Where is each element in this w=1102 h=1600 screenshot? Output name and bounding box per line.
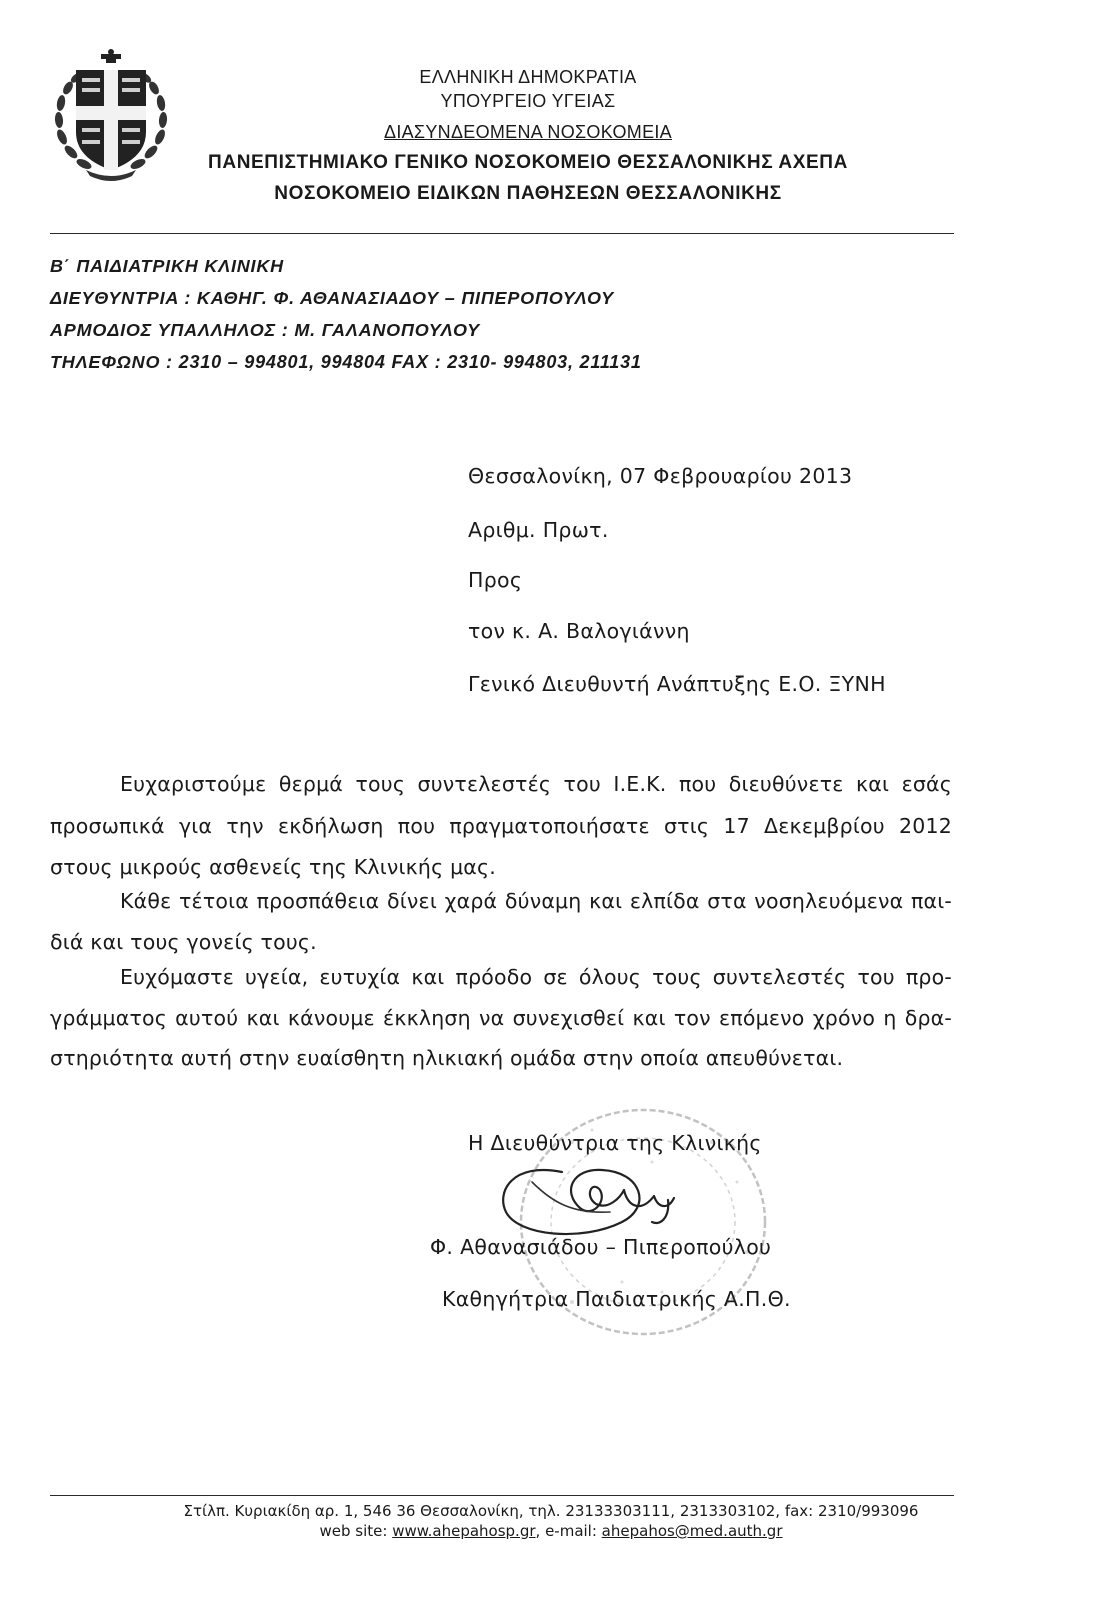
header-hospital-special: ΝΟΣΟΚΟΜΕΙΟ ΕΙΔΙΚΩΝ ΠΑΘΗΣΕΩΝ ΘΕΣΣΑΛΟΝΙΚΗΣ [274, 183, 782, 204]
body-paragraph-3-line-2: γράμματος αυτού και κάνουμε έκκληση να συνεχισθεί και τον επόμενο χρόνο η δρα- [50, 1006, 952, 1030]
body-paragraph-2-line-2: διά και τους γονείς τους. [50, 930, 317, 954]
body-paragraph-3-line-1: Ευχόμαστε υγεία, ευτυχία και πρόοδο σε όλους τους συντελεστές του προ- [120, 965, 952, 989]
addressee-to: Προς [468, 568, 523, 592]
footer-divider [50, 1495, 954, 1496]
footer-address: Στίλπ. Κυριακίδη αρ. 1, 546 36 Θεσσαλονίκη, τηλ. 23133303111, 2313303102, fax: 2310/993096 [183, 1502, 919, 1520]
footer-web-label: web site: [319, 1522, 393, 1540]
clinic-director: ΔΙΕΥΘΥΝΤΡΙΑ : ΚΑΘΗΓ. Φ. ΑΘΑΝΑΣΙΑΔΟΥ – ΠΙΠΕΡΟΠΟΥΛΟΥ [50, 288, 614, 308]
recipient-name: τον κ. Α. Βαλογιάννη [468, 619, 690, 643]
header-hospital-ahepa: ΠΑΝΕΠΙΣΤΗΜΙΑΚΟ ΓΕΝΙΚΟ ΝΟΣΟΚΟΜΕΙΟ ΘΕΣΣΑΛΟΝΙΚΗΣ ΑΧΕΠΑ [208, 152, 848, 173]
header-ministry: ΥΠΟΥΡΓΕΙΟ ΥΓΕΙΑΣ [440, 91, 616, 111]
clinic-officer: ΑΡΜΟΔΙΟΣ ΥΠΑΛΛΗΛΟΣ : Μ. ΓΑΛΑΝΟΠΟΥΛΟΥ [50, 320, 480, 340]
protocol-number: Αριθμ. Πρωτ. [468, 518, 609, 542]
header-divider [50, 233, 954, 234]
body-paragraph-2-line-1: Κάθε τέτοια προσπάθεια δίνει χαρά δύναμη και ελπίδα στα νοσηλευόμενα παι- [120, 889, 952, 913]
signature-role: Η Διευθύντρια της Κλινικής [468, 1131, 762, 1155]
recipient-title: Γενικό Διευθυντή Ανάπτυξης Ε.Ο. ΞΥΝΗ [468, 672, 886, 696]
footer-email-label: , e-mail: [535, 1522, 602, 1540]
footer-contact-line [0, 1522, 1102, 1540]
body-paragraph-1-line-1: Ευχαριστούμε θερμά τους συντελεστές του Ι.Ε.Κ. που διευθύνετε και εσάς [120, 772, 952, 796]
footer-website-link[interactable]: www.ahepahosp.gr [392, 1522, 536, 1540]
body-paragraph-3-line-3: στηριότητα αυτή στην ευαίσθητη ηλικιακή ομάδα στην οποία απευθύνεται. [50, 1046, 844, 1070]
place-date: Θεσσαλονίκη, 07 Φεβρουαρίου 2013 [468, 464, 853, 488]
signature-title: Καθηγήτρια Παιδιατρικής Α.Π.Θ. [442, 1287, 791, 1311]
header-republic: ΕΛΛΗΝΙΚΗ ΔΗΜΟΚΡΑΤΙΑ [419, 67, 637, 87]
footer-email-link[interactable]: ahepahos@med.auth.gr [601, 1522, 783, 1540]
clinic-phone-fax: ΤΗΛΕΦΩΝΟ : 2310 – 994801, 994804 FAX : 2310- 994803, 211131 [50, 352, 642, 372]
body-paragraph-1-line-3: στους μικρούς ασθενείς της Κλινικής μας. [50, 855, 496, 879]
signature-name: Φ. Αθανασιάδου – Πιπεροπούλου [430, 1235, 772, 1259]
header-linked-hospitals: ΔΙΑΣΥΝΔΕΟΜΕΝΑ ΝΟΣΟΚΟΜΕΙΑ [384, 122, 672, 142]
body-paragraph-1-line-2: προσωπικά για την εκδήλωση που πραγματοποιήσατε στις 17 Δεκεμβρίου 2012 [50, 814, 952, 838]
clinic-name: Β΄ ΠΑΙΔΙΑΤΡΙΚΗ ΚΛΙΝΙΚΗ [50, 256, 284, 276]
